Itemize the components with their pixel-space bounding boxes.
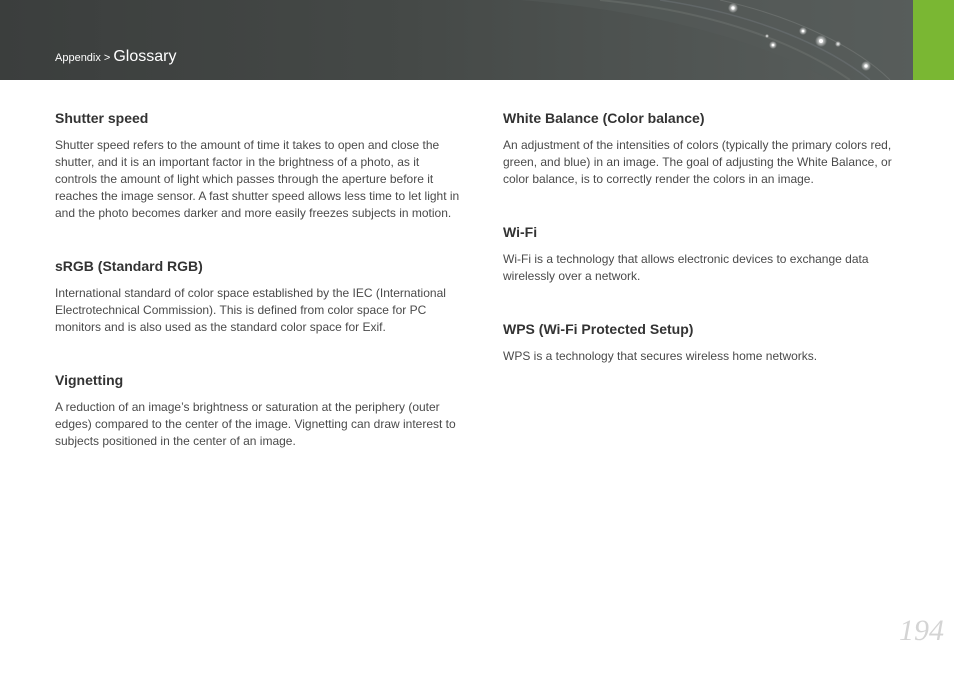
breadcrumb-current: Glossary	[113, 48, 177, 65]
page-header	[0, 0, 913, 80]
glossary-definition: Shutter speed refers to the amount of time it takes to open and close the shutter, and it is an important factor in the brightness of a photo, as it controls the amount of light which passes through the aperture before it reaches the image sensor. A fast shutter speed allows less time to let light in and the photo becomes darker and more easily freezes subjects in motion.	[55, 138, 460, 220]
glossary-term: Vignetting	[55, 372, 124, 388]
breadcrumb	[55, 48, 176, 66]
header-swoosh-decoration	[0, 0, 913, 80]
glossary-term: WPS (Wi-Fi Protected Setup)	[503, 321, 694, 337]
glossary-entry-white-balance	[503, 108, 911, 188]
section-accent-tab	[913, 0, 954, 80]
glossary-term: White Balance (Color balance)	[503, 110, 705, 126]
glossary-left-column	[55, 108, 461, 450]
glossary-term: sRGB (Standard RGB)	[55, 258, 203, 274]
glossary-entry-wps	[503, 319, 911, 365]
glossary-right-column	[503, 108, 911, 365]
glossary-term: Wi-Fi	[503, 224, 538, 240]
glossary-entry-shutter-speed	[55, 108, 461, 222]
glossary-entry-srgb	[55, 256, 461, 336]
breadcrumb-parent: Appendix	[55, 52, 101, 64]
glossary-definition: A reduction of an image’s brightness or saturation at the periphery (outer edges) compared to the center of the image. Vignetting can draw interest to subjects positioned in the center of an image.	[55, 400, 456, 448]
glossary-definition: WPS is a technology that secures wireless home networks.	[503, 349, 818, 363]
page-number: 194	[899, 614, 944, 647]
glossary-term: Shutter speed	[55, 110, 149, 126]
glossary-definition: International standard of color space established by the IEC (International Electrotechnical Commission). This is defined from color space for PC monitors and is also used as the standard color space for Exif.	[55, 286, 446, 334]
glossary-definition: An adjustment of the intensities of colors (typically the primary colors red, green, and blue) in an image. The goal of adjusting the White Balance, or color balance, is to correctly render the colors in an image.	[503, 138, 892, 186]
glossary-definition: Wi-Fi is a technology that allows electronic devices to exchange data wirelessly over a network.	[503, 252, 869, 283]
glossary-entry-wifi	[503, 222, 911, 285]
glossary-entry-vignetting	[55, 370, 461, 450]
breadcrumb-separator: >	[103, 52, 111, 64]
